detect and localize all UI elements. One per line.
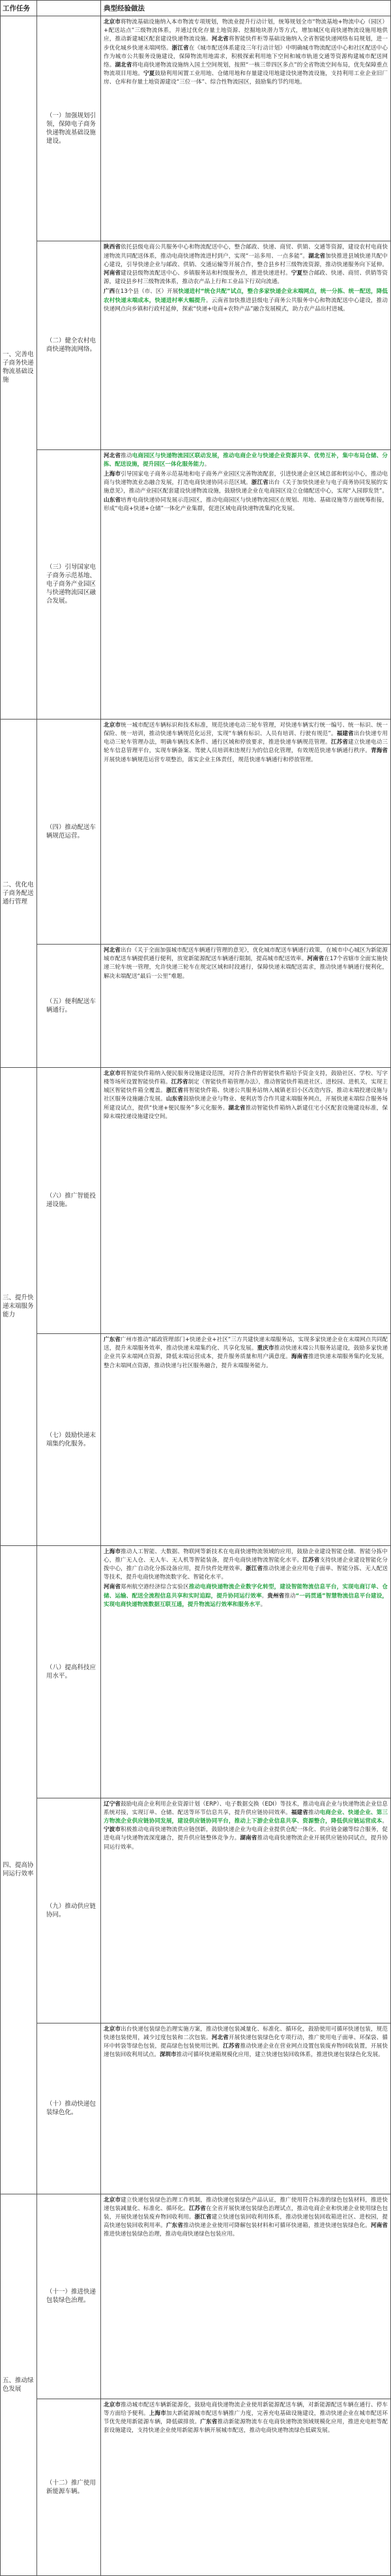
region-name: 贵州省 [267,1592,285,1599]
practice-text: 建设县级物流配送中心、乡镇服务站和村级服务点，推进快递进村。 [121,269,291,277]
region-name: 山东省 [104,496,121,504]
practice-text: 培育电商快递协同发展示范园区，推动电商园区与快递物流园区在规划、用地、基础设施等方面统筹衔接，形成“电商+快递+仓储”一体化产业集群，促进区域电商快递物流集约化发展。 [104,496,388,512]
region-name: 河北省 [104,947,121,954]
task-cell: 二、优化电子商务配送通行管理 [1,720,37,1067]
practice-text: 积极推动电商快递物流供应链创新，鼓励快递企业为电商企业提供仓配一体化、供应链金融等综合服务，促进电商与快递物流深度融合，提升供应链整体竞争力。 [104,1826,388,1842]
practice-text: 。 [382,1817,388,1825]
region-name: 福建省 [291,1809,308,1816]
region-name: 上海市 [149,2410,166,2417]
practice-text: 推进快递包装绿色治理，推动电商快递绿色包装应用。 [104,2231,239,2238]
practice-text: 郑州航空港经济综合实验区 [121,1584,189,1591]
practice-text: 在《城市配送体系建设三年行动计划》中明确城市物流配送中心和社区配送中心作为城市公共服务设施建设，保障物流用地需求，积极探索利用地下空间和城市轨道交通等资源构建城市配送网络。 [104,44,388,69]
practice-text: 推动可循环快递箱规模化应用，建立快递包装回收体系，推进快递包装绿色化发展。 [176,2052,384,2059]
highlight-text: 电商园区与快递物流园区联动发展，推动电商企业与快递企业资源共享、优势互补，集中布局仓储、分拣、配送设施，提升园区一体化服务能力 [104,452,388,468]
practice-text: 推动快递企业在营业网点设置包装废弃物回收装置，开展快递包装回收利用试点。 [104,2043,388,2059]
region-name: 深圳市 [159,2052,177,2059]
practice-text: 在全省开展快递包装绿色治理试点，推动电商企业和快递企业使用绿色包装，开展快递包装废弃物回收利用。 [104,2205,388,2221]
practice-cell [101,241,390,449]
practice-text: 。 [260,1601,267,1608]
header-practice: 典型经验做法 [104,5,145,12]
practice-text: 开展快递车辆规范运营专项整治，落实企业主体责任，规范快递车辆通行和停放管理。 [104,756,317,763]
practice-text: 引导国家电子商务示范基地和电子商务产业园区完善物流配套，引进快递企业区域总部和转运中心，推动电商与快递物流业态融合发展，打造电商快递协同示范区域。 [104,470,388,487]
practice-text: 推动快递企业使用可降解包装材料和可循环快递箱，推进快递包装绿色化。 [183,2222,371,2230]
region-name: 浙江省 [171,44,189,52]
subtask-cell: （十）推动快递包装绿色化。 [37,2023,101,2194]
table-row [37,945,390,1067]
region-name: 河南省 [307,956,325,963]
highlight-text: 推动电商快递物流企业数字化转型，建设智能物流信息平台，实现电商订单、仓储、运输、配送全流程信息共享和实时追踪，提升协同运行效率 [104,1584,388,1599]
practice-text: 将电商快递物流设施纳入国土空间规划，按照“一核三带四区多点”的全省物流空间布局，优先保障重点物流项目用地。 [104,62,388,78]
practice-paragraph [104,243,388,286]
practice-text: 推动电商快递物流企业开展供应链协同试点，提升协同运行效率。 [104,1835,388,1851]
practice-cell [101,450,390,719]
table-row [37,1546,390,1798]
practice-text: 出台《关于加快快递业与电子商务协同发展的实施意见》，推动产业园区配套建设快递物流设施，鼓励快递企业在电商园区设立仓储配送中心，实现“入园即发货”。 [104,479,388,495]
region-name: 北京市 [104,721,121,729]
practice-text: 推进快递末端服务集约化发展，整合末端网点资源，推动快递与社区服务融合，提升末端服务能力。 [104,1354,388,1369]
practice-text: 统一城市配送车辆标识和技术标准，规范快递电动三轮车管理，对快递车辆实行统一编号、统一标识、统一保险、统一培训，推动快递车辆规范化运营，实现“车辆有标识、人员有培训、行驶有规范”。 [104,721,388,737]
practice-paragraph [104,947,388,981]
sub-rows [37,2194,390,2575]
practice-text: 推动 [308,1809,320,1816]
region-name: 海南省 [291,1354,308,1361]
subtask-cell: （九）推动供应链协同。 [37,1798,101,2023]
practice-text: 推动新能源物流车在电商快递物流领域规模化应用，推进充电桩等配套设施建设，支持快递企业使用新能源车辆开展城市配送，推动电商快递物流绿色低碳发展。 [104,2419,388,2434]
practice-text: 出台快递包装绿色治理实施方案，推动快递包装减量化、标准化、循环化，鼓励使用可循环快递包装，规范快递包装使用，减少过度包装和二次包装。 [104,2025,388,2042]
practice-paragraph [104,452,388,469]
practice-paragraph [104,1583,388,1609]
practice-text: 推动 [284,1592,296,1599]
practice-paragraph [104,2401,388,2436]
practice-text: 将智能快件柜等基础设施纳入全省智能快递网络布局规划，进一步优化城乡快递末端网络。 [104,36,388,52]
subtask-cell: （四）推动配送车辆规范运营。 [37,720,101,944]
practice-text: 建立快递包装回收利用体系，推动快递包装回收箱进社区、进校园，提高快递包装回收利用率。 [104,2214,388,2230]
practice-cell [101,2023,390,2194]
region-name: 浙江省 [246,1565,263,1572]
region-name: 湖南省 [240,1835,257,1842]
practice-paragraph [104,2025,388,2060]
region-name: 江苏省 [302,1556,320,1564]
practice-text: 。云南省加快推进县级电子商务公共服务中心和物流配送中心建设，推动快递网点向乡镇和行政村延伸，探索“快递+电商+农特产品”融合发展模式，助力农产品出村进城。 [104,297,388,312]
region-name: 江苏省 [171,1079,188,1086]
practice-text: 支持快递企业建设智能化分拨中心，推广自动化分拣设备应用，提升快件处理效率。 [104,1556,388,1572]
practice-cell [101,1798,390,2023]
sub-rows [37,1546,390,2194]
region-name: 江苏省 [223,2043,240,2050]
table-header [1,1,390,16]
practice-paragraph [104,1548,388,1583]
subtask-cell: （六）推广智能投递设施。 [37,1068,101,1333]
practice-text: 。 [204,461,210,468]
subtask-cell: （五）便利配送车辆通行。 [37,945,101,1067]
practice-cell [101,1546,390,1798]
practice-cell [101,1068,390,1333]
region-name: 湖北省 [308,252,326,260]
region-name: 重庆市 [257,1345,274,1352]
region-name: 浙江省 [251,479,268,487]
region-name: 广东省 [200,2419,218,2426]
region-name: 福建省 [336,730,354,737]
practice-paragraph [104,288,388,314]
practice-cell [101,16,390,241]
region-name: 河北省 [104,452,121,459]
region-name: 湖北省 [228,1104,246,1112]
region-name: 上海市 [104,1548,121,1555]
region-name: 江苏省 [188,2205,206,2212]
subtask-cell: （十一）推进快递包装绿色治理。 [37,2194,101,2399]
practice-text: 推动人工智能、大数据、物联网等新技术在电商快递物流领域的应用，鼓励企业建设智能仓储、智能分拣中心，推广无人仓、无人车、无人机等智能装备，提升电商快递物流智能化水平。 [104,1548,388,1564]
practice-text: 推动智能快件箱纳入新建住宅小区配套设施建设标准，保障末端投递设施建设空间。 [104,1104,388,1120]
table-row [37,2194,390,2399]
region-name: 北京市 [104,19,121,25]
region-name: 北京市 [104,2025,121,2033]
table-row [37,2023,390,2194]
table-row [37,241,390,449]
practice-paragraph [104,2196,388,2239]
highlight-text: 快递进村“统仓共配”试点，整合多家快递企业末端网点，统一分拣、统一配送，降低农村快递末端成本，快递进村率大幅提升 [104,288,388,304]
subtask-cell: （一）加强规划引领，保障电子商务快递物流基础设施建设。 [37,16,101,241]
practice-text: 依托县级电商公共服务中心和物流配送中心，整合邮政、快递、商贸、供销、交通等资源，建设农村电商快递物流共同配送体系，推动电商快递物流进村到户，实现“一站多用、一点多能”。 [104,244,388,260]
region-name: 山东省 [166,1096,184,1103]
practice-text: 鼓励利用闲置工业用地、仓储用地和存量建设用地建设快递物流设施，支持利用工业企业旧厂房、仓库和存量土地资源建设“三位一体”、综合性物流园区，鼓励集约节约用地。 [104,70,388,86]
practice-text: 整合邮政、快递、商贸、供销等资源，建设县乡村三级物流体系，推动农产品上行和工业品下行双向流通。 [104,269,388,286]
highlight-text: 电商企业、快递企业、第三方物流企业供应链协同发展，建设供应链协同平台，推动上下游企业信息共享、资源整合，降低供应链运营成本 [104,1809,388,1825]
region-name: 江苏省 [330,739,349,746]
practice-text: 推动城市配送车辆新能源化，鼓励电商快递物流企业使用新能源配送车辆，对新能源配送车辆在通行、停车等方面给予便利。 [104,2401,388,2417]
table-body [1,16,390,2575]
practice-text: 将智能快件箱纳入便民服务设施建设范围，对符合条件的智能快件箱给予资金支持，鼓励社区、学校、写字楼等场所设置智能快件箱。 [104,1070,388,1086]
table-row [37,2399,390,2575]
sub-rows [37,1068,390,1545]
region-name: 河北省 [211,36,229,43]
highlight-text: “一码贯通”智慧物流信息平台建设，实现电商快递物流数据互联互通，提升物流运行效率和服务水平 [104,1592,388,1608]
subtask-cell: （十二）推广使用新能源车辆。 [37,2399,101,2575]
subtask-cell: （七）鼓励快递末端集约化服务。 [37,1334,101,1545]
practice-text: 出台《关于全面加强城市配送车辆通行管理的意见》，优化城市配送车辆通行政策，在城市中心城区为新能源城市配送车辆提供通行便利，放宽新能源配送车辆通行限制，提高城市配送效率。 [104,947,388,963]
practice-text: 推动快递企业应用电子面单、智能分拣、无人配送等技术，提升电商快递物流数字化、智能化水平。 [104,1565,388,1581]
region-name: 辽宁省 [104,1800,121,1808]
practice-paragraph [104,721,388,765]
practice-text: 将智能快件箱、快递公共服务站纳入城镇老旧小区改造内容，推动末端投递设施与社区服务设施融合发展。 [104,1087,388,1103]
task-group [1,1546,390,2194]
region-name: 广东省 [104,1336,121,1343]
region-name: 陕西省 [104,244,121,251]
region-name: 青海省 [370,748,388,755]
practice-cell [101,720,390,944]
subtask-cell: （二）健全农村电商快递物流网络。 [37,241,101,449]
practice-text: 制定《智能快件箱管理办法》，推动智能快件箱进社区、进校园、进机关，实现主城区智能快件箱全覆盖。 [104,1079,388,1095]
practice-text: 建立快递包装绿色治理工作机制，推动快递包装绿色产品认证，推广使用符合标准的绿色包装材料，推进快递包装减量化、标准化、循环化。 [104,2196,388,2212]
practice-text: 鼓励电商企业利用企业资源计划（ERP）、电子数据交换（EDI）等技术，推动电商企业与快递物流企业信息系统对接，实现订单、仓储、配送等环节信息共享，提升供应链协同效率。 [104,1800,388,1816]
practice-text: 将物流基础设施纳入本市物流专项规划，物流业提升行动计划，统筹规划全市“物流基地+物流中心（园区）+配送站点”三级物流体系，并通过优化存量土地资源、挖掘地块潜力等方式，增加城区电商快递物流设施用地供应，推动新建城区配套建设快递物流设施。 [104,19,388,43]
region-name: 宁夏 [143,70,155,78]
region-name: 北京市 [104,1070,121,1077]
region-name: 北京市 [104,2401,121,2408]
task-group [1,2194,390,2575]
practice-paragraph [104,1070,388,1121]
practice-paragraph [104,470,388,513]
practice-paragraph [104,18,388,87]
region-name: 浙江省 [166,1087,184,1095]
region-name: 湖北省 [115,62,132,69]
region-name: 广西 [104,288,115,295]
practice-text: 推动快递末端公共服务站建设，鼓励多家快递企业共享末端网点资源，降低末端运营成本，提升服务质量和用户满意度。 [104,1345,388,1361]
task-group [1,1068,390,1546]
table-row [37,1068,390,1334]
task-cell: 五、推动绿色发展 [1,2194,37,2575]
region-name: 上海市 [104,470,121,477]
table-row [37,1334,390,1545]
sub-rows [37,720,390,1067]
practice-cell [101,1334,390,1545]
practice-text: 在13个县（市、区）开展 [115,288,179,295]
table-row [37,450,390,719]
practice-text: 加大新能源城市配送车辆推广力度，完善充电基础设施建设，推动快递企业在城市配送环节优先使用新能源车辆，降低碳排放。 [104,2410,388,2426]
region-name: 宁波市 [104,1826,121,1834]
practice-text: 在17个省辖市全面实施快递三轮车统一管理，允许快递三轮车在规定区域和时段通行，保障快递末端配送需求，推动快递车辆通行便利化，解决末端配送“最后一公里”难题。 [104,956,388,980]
region-name: 河南省 [104,1584,121,1591]
region-name: 河北省 [211,2035,229,2042]
practice-cell [101,945,390,1067]
task-group [1,720,390,1068]
subtask-cell: （三）引导国家电子商务示范基地、电子商务产业园区与快递物流园区融合发展。 [37,450,101,719]
practice-text: 鼓励快递企业与物业、便利店等合作共建末端服务网点，开展快递末端综合服务场所建设试点，提供“快递+便民服务”多元化服务。 [104,1096,388,1112]
practice-text: 加快推进县域快递共配中心建设，引导快递企业与邮政、供销、交通运输等开展合作，整合县乡村三级物流资源，推动快递服务向下延伸。 [104,252,388,268]
region-name: 北京市 [104,2196,121,2204]
practice-text: 开展快递包装绿色化专项行动，推广使用电子面单、环保袋、循环中转袋等绿色包装，提高绿色包装使用比例。 [104,2035,388,2050]
task-cell: 三、提升快递末端服务能力 [1,1068,37,1545]
practice-text: 建立快递电动三轮车信息管理平台，实现车辆备案、驾驶人员培训和违规行为的信息化管理，有效规范快递车辆通行秩序。 [104,739,388,755]
practice-text: 出台快递专用电动三轮车管理办法，明确车辆技术条件、通行区域和停放要求，推进快递车辆规范管理。 [104,730,388,746]
task-cell: 四、提高协同运行效率 [1,1546,37,2194]
header-task: 工作任务 [1,1,37,16]
header-sub [37,1,101,16]
table-row [37,16,390,241]
practice-cell [101,2194,390,2399]
region-name: 浙江省 [194,2214,212,2221]
table-row [37,1798,390,2023]
practice-text: 。 [261,1592,268,1599]
task-group [1,16,390,720]
region-name: 河南省 [104,269,121,277]
region-name: 河南省 [370,2222,388,2230]
subtask-cell: （八）提高科技应用水平。 [37,1546,101,1798]
practice-paragraph [104,1800,388,1852]
practice-cell [101,2399,390,2575]
sub-rows [37,16,390,719]
region-name: 宁夏 [291,269,303,277]
practice-text: 广州市推动“邮政管理部门+快递企业+社区”三方共建快递末端服务站，实现多家快递企业在末端网点共同配送，提升末端服务效率，推动快递末端集约化、共享化发展。 [104,1336,388,1352]
practice-paragraph [104,1336,388,1371]
practice-text: 推动 [121,452,132,459]
task-cell: 一、完善电子商务快递物流基础设施 [1,16,37,719]
region-name: 广东省 [166,2222,184,2230]
table-row [37,720,390,945]
